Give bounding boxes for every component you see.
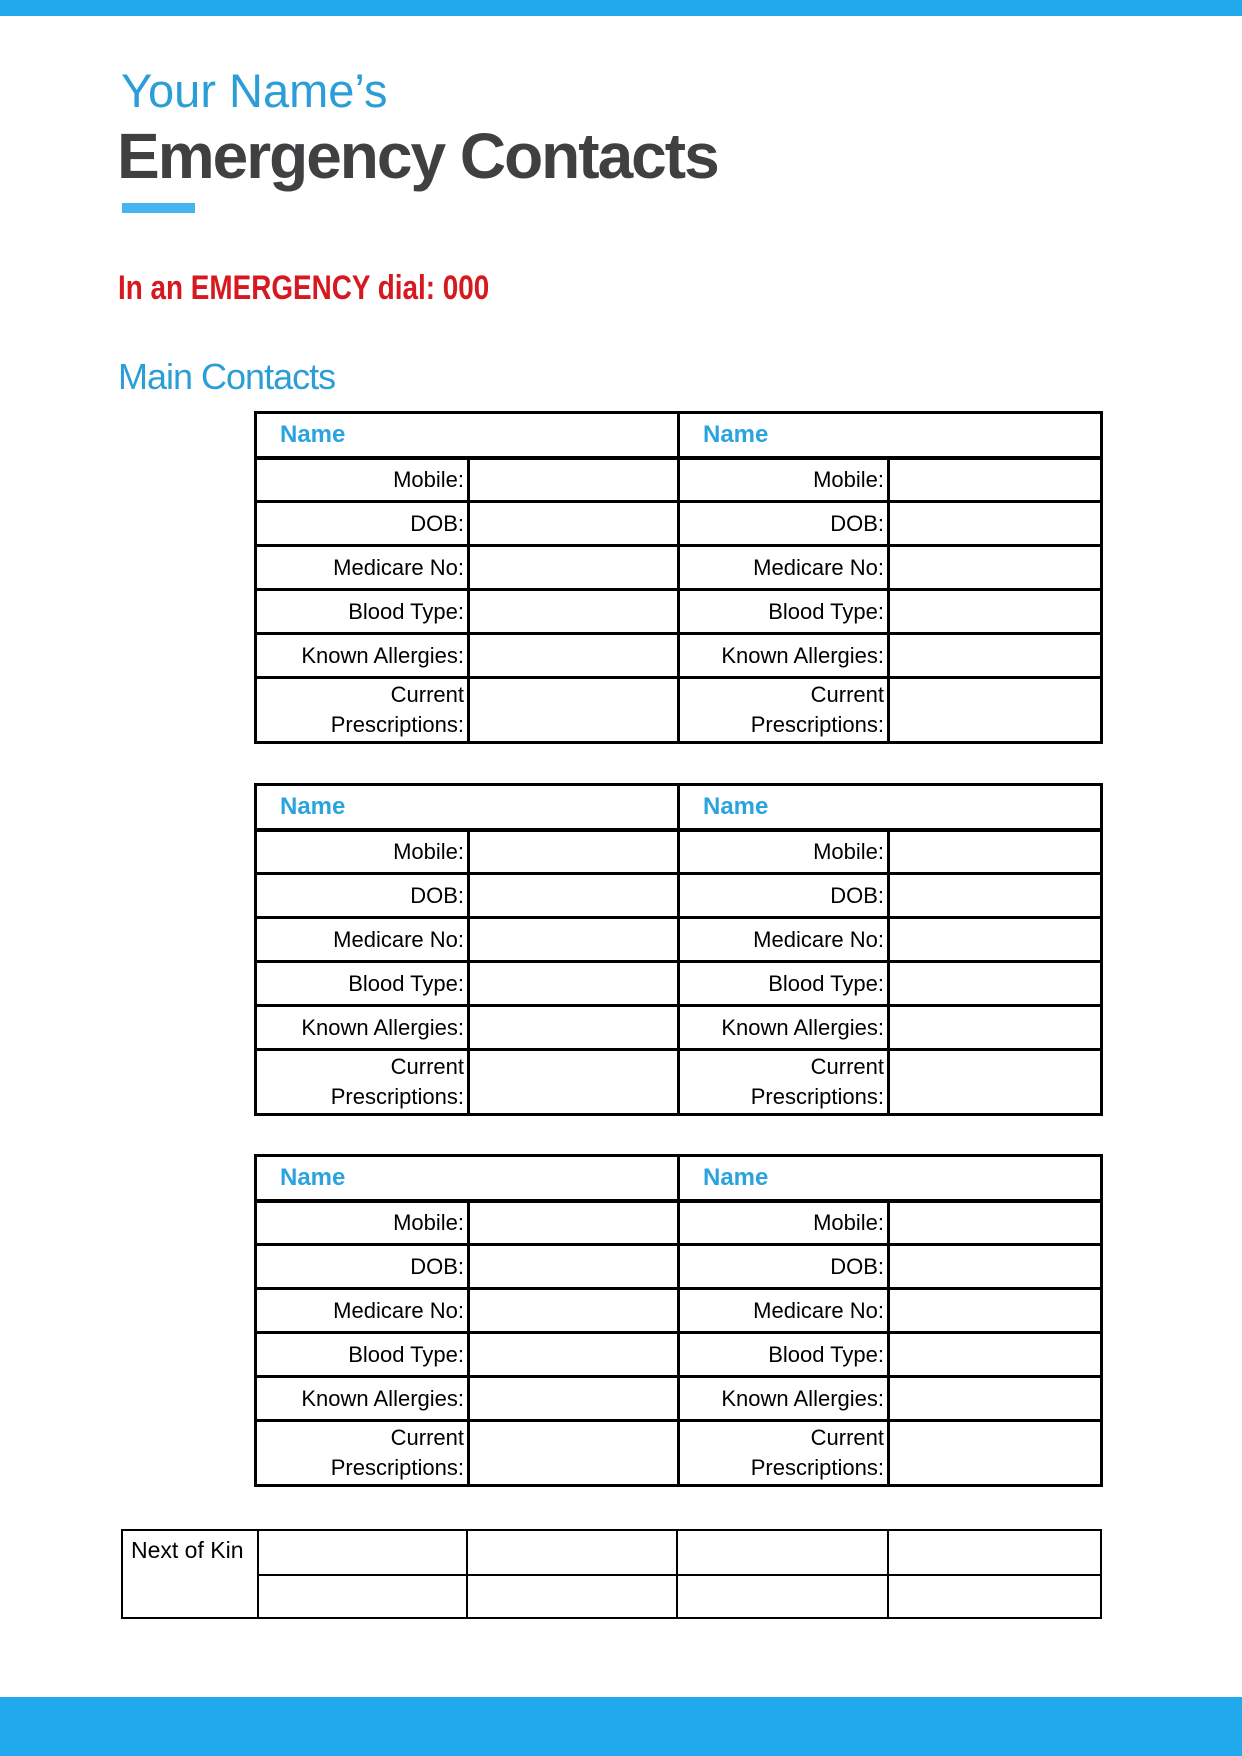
field-value-cell[interactable] (469, 1006, 679, 1050)
field-label-cell: Mobile: (256, 458, 469, 502)
field-value-cell[interactable] (469, 918, 679, 962)
field-value-cell[interactable] (469, 678, 679, 743)
field-value-cell[interactable] (469, 1245, 679, 1289)
contact-table (254, 783, 1103, 1116)
field-label-cell: Blood Type: (256, 1333, 469, 1377)
field-label-cell: DOB: (256, 874, 469, 918)
field-label-cell: Blood Type: (256, 962, 469, 1006)
contact-field-row (256, 1245, 1102, 1289)
contact-field-row (256, 1006, 1102, 1050)
emergency-dial-notice: In an EMERGENCY dial: 000 (118, 269, 490, 307)
field-label-cell: Blood Type: (679, 962, 889, 1006)
title-underline-rule (122, 203, 195, 213)
field-value-cell[interactable] (889, 874, 1102, 918)
field-label-cell: DOB: (256, 1245, 469, 1289)
next-of-kin-table (121, 1529, 1102, 1619)
field-value-cell[interactable] (889, 634, 1102, 678)
next-of-kin-value-cell[interactable] (258, 1575, 467, 1618)
field-value-cell[interactable] (469, 1289, 679, 1333)
contact-name-header-cell[interactable]: Name (256, 785, 679, 830)
next-of-kin-value-cell[interactable] (467, 1530, 677, 1575)
field-label-cell: Known Allergies: (679, 1377, 889, 1421)
field-value-cell[interactable] (469, 634, 679, 678)
field-label-cell: Medicare No: (256, 918, 469, 962)
field-value-cell[interactable] (889, 1201, 1102, 1245)
field-value-cell[interactable] (889, 918, 1102, 962)
contact-field-row (256, 502, 1102, 546)
contact-field-row (256, 1201, 1102, 1245)
field-label-cell: Known Allergies: (256, 1377, 469, 1421)
contact-field-row (256, 1377, 1102, 1421)
top-accent-bar (0, 0, 1242, 16)
field-value-cell[interactable] (889, 1245, 1102, 1289)
field-label-cell: Known Allergies: (256, 634, 469, 678)
field-value-cell[interactable] (889, 1289, 1102, 1333)
owner-name-heading: Your Name’s (121, 64, 388, 117)
field-label-cell: Current Prescriptions: (679, 1421, 889, 1486)
contact-field-row (256, 874, 1102, 918)
contact-field-row (256, 1050, 1102, 1115)
field-label-cell: Mobile: (679, 458, 889, 502)
field-label-cell: Medicare No: (679, 546, 889, 590)
contact-name-header-row (256, 1156, 1102, 1201)
field-value-cell[interactable] (469, 830, 679, 874)
next-of-kin-row (122, 1575, 1101, 1618)
field-label-cell: Current Prescriptions: (256, 678, 469, 743)
field-label-cell: DOB: (679, 874, 889, 918)
field-value-cell[interactable] (889, 546, 1102, 590)
field-value-cell[interactable] (889, 1377, 1102, 1421)
contact-table (254, 411, 1103, 744)
contact-field-row (256, 918, 1102, 962)
next-of-kin-row (122, 1530, 1101, 1575)
field-value-cell[interactable] (469, 1050, 679, 1115)
field-value-cell[interactable] (469, 962, 679, 1006)
field-label-cell: Current Prescriptions: (679, 678, 889, 743)
contact-table (254, 1154, 1103, 1487)
contact-field-row (256, 634, 1102, 678)
field-value-cell[interactable] (469, 590, 679, 634)
field-label-cell: Medicare No: (679, 1289, 889, 1333)
field-label-cell: DOB: (256, 502, 469, 546)
field-label-cell: Medicare No: (256, 546, 469, 590)
contact-field-row (256, 590, 1102, 634)
contact-field-row (256, 546, 1102, 590)
contact-name-header-cell[interactable]: Name (256, 1156, 679, 1201)
field-value-cell[interactable] (889, 1006, 1102, 1050)
field-label-cell: Known Allergies: (679, 1006, 889, 1050)
field-label-cell: Current Prescriptions: (679, 1050, 889, 1115)
field-label-cell: Mobile: (679, 830, 889, 874)
field-value-cell[interactable] (889, 962, 1102, 1006)
field-value-cell[interactable] (469, 546, 679, 590)
contact-field-row (256, 1289, 1102, 1333)
contact-field-row (256, 458, 1102, 502)
field-value-cell[interactable] (889, 502, 1102, 546)
field-value-cell[interactable] (469, 1377, 679, 1421)
field-value-cell[interactable] (469, 1421, 679, 1486)
field-value-cell[interactable] (889, 1050, 1102, 1115)
field-label-cell: DOB: (679, 502, 889, 546)
field-value-cell[interactable] (889, 1421, 1102, 1486)
contact-field-row (256, 830, 1102, 874)
field-label-cell: Current Prescriptions: (256, 1421, 469, 1486)
contact-name-header-cell[interactable]: Name (679, 785, 1102, 830)
contact-name-header-row (256, 785, 1102, 830)
contact-name-header-cell[interactable]: Name (256, 413, 679, 458)
field-label-cell: Mobile: (256, 830, 469, 874)
field-value-cell[interactable] (469, 874, 679, 918)
field-value-cell[interactable] (469, 1201, 679, 1245)
contact-field-row (256, 678, 1102, 743)
next-of-kin-value-cell[interactable] (888, 1530, 1101, 1575)
field-label-cell: Mobile: (256, 1201, 469, 1245)
field-label-cell: Blood Type: (679, 590, 889, 634)
field-label-cell: Medicare No: (256, 1289, 469, 1333)
contact-name-header-row (256, 413, 1102, 458)
field-label-cell: Current Prescriptions: (256, 1050, 469, 1115)
field-label-cell: Medicare No: (679, 918, 889, 962)
contact-field-row (256, 1421, 1102, 1486)
contact-field-row (256, 962, 1102, 1006)
next-of-kin-value-cell[interactable] (677, 1575, 888, 1618)
field-value-cell[interactable] (889, 1333, 1102, 1377)
contact-name-header-cell[interactable]: Name (679, 413, 1102, 458)
field-label-cell: Mobile: (679, 1201, 889, 1245)
field-value-cell[interactable] (889, 458, 1102, 502)
next-of-kin-value-cell[interactable] (467, 1575, 677, 1618)
section-heading-main-contacts: Main Contacts (118, 356, 336, 397)
contact-field-row (256, 1333, 1102, 1377)
field-label-cell: DOB: (679, 1245, 889, 1289)
field-label-cell: Known Allergies: (679, 634, 889, 678)
contact-name-header-cell[interactable]: Name (679, 1156, 1102, 1201)
field-value-cell[interactable] (889, 830, 1102, 874)
field-value-cell[interactable] (889, 590, 1102, 634)
next-of-kin-value-cell[interactable] (258, 1530, 467, 1575)
field-value-cell[interactable] (469, 1333, 679, 1377)
next-of-kin-value-cell[interactable] (677, 1530, 888, 1575)
next-of-kin-label-cell: Next of Kin (122, 1530, 258, 1618)
next-of-kin-value-cell[interactable] (888, 1575, 1101, 1618)
field-label-cell: Blood Type: (256, 590, 469, 634)
bottom-accent-bar (0, 1697, 1242, 1756)
field-value-cell[interactable] (469, 502, 679, 546)
field-value-cell[interactable] (889, 678, 1102, 743)
page-title: Emergency Contacts (117, 120, 718, 192)
field-value-cell[interactable] (469, 458, 679, 502)
field-label-cell: Blood Type: (679, 1333, 889, 1377)
field-label-cell: Known Allergies: (256, 1006, 469, 1050)
